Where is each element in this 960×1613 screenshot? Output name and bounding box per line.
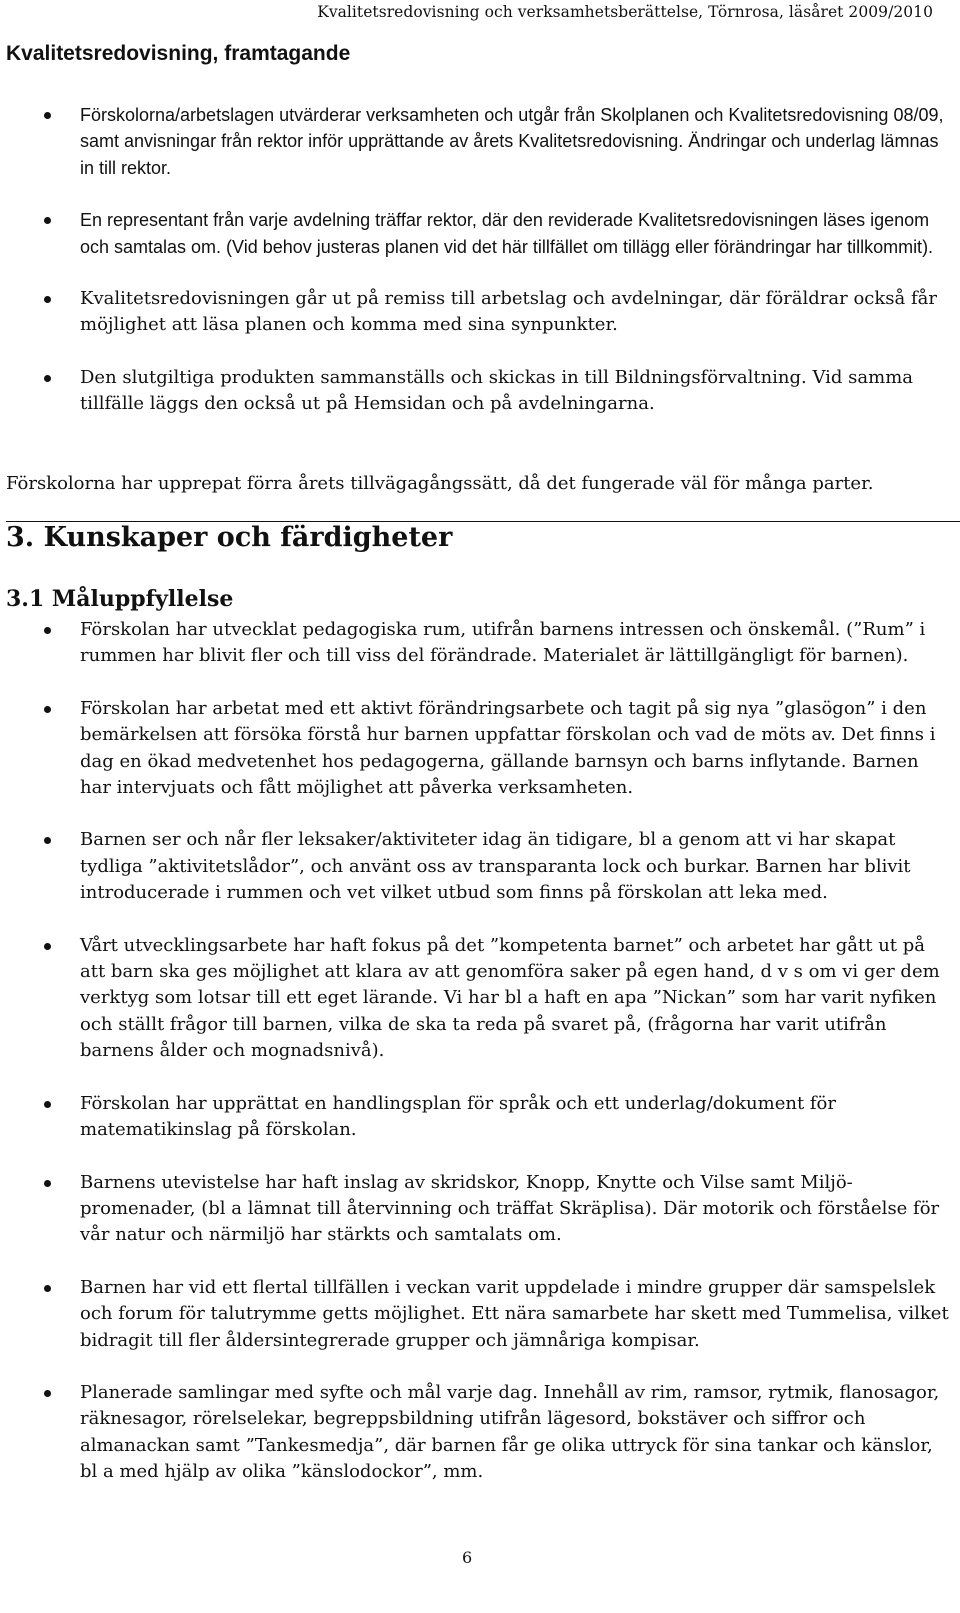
bullet-icon (44, 706, 51, 713)
list-item (0, 1091, 955, 1144)
page-number: 6 (462, 1548, 473, 1567)
list-item-text: Förskolan har utvecklat pedagogiska rum, utifrån barnens intressen och önskemål. (”Rum” i rummen har blivit fler och till viss del förändrade. Materialet är lättillgängligt för barnen). (80, 619, 926, 667)
bullet-icon (44, 296, 51, 303)
bullet-icon (44, 112, 51, 119)
running-header: Kvalitetsredovisning och verksamhetsberättelse, Törnrosa, läsåret 2009/2010 (317, 3, 933, 21)
list-item-text: Förskolorna/arbetslagen utvärderar verksamheten och utgår från Skolplanen och Kvalitetsredovisning 08/09, samt anvisningar från rektor inför upprättande av årets Kvalitetsredovisning. Ändringar och underlag lämnas in till rektor. (80, 105, 944, 178)
list-item (0, 933, 955, 1065)
section-title: Kvalitetsredovisning, framtagande (6, 42, 351, 65)
list-item-text: En representant från varje avdelning träffar rektor, där den reviderade Kvalitetsredovisningen läses igenom och samtalas om. (Vid behov justeras planen vid det här tillfället om tillägg eller förändringar har tillkommit). (80, 210, 934, 257)
bullet-icon (44, 1180, 51, 1187)
list-item (0, 696, 955, 802)
bullet-icon (44, 1285, 51, 1292)
list-item (0, 1275, 955, 1354)
list-item (0, 1380, 955, 1486)
chapter-heading: 3. Kunskaper och färdigheter (6, 522, 453, 553)
list-item-text: Barnens utevistelse har haft inslag av skridskor, Knopp, Knytte och Vilse samt Miljö-promenader, (bl a lämnat till återvinning och träffat Skräplisa). Där motorik och förståelse för vår natur och närmiljö har stärkts och samtalats om. (80, 1171, 940, 1246)
list-item (0, 1170, 955, 1249)
list-item-text: Barnen har vid ett flertal tillfällen i veckan varit uppdelade i mindre grupper där samspelslek och forum för talutrymme getts möjlighet. Ett nära samarbete har skett med Tummelisa, vilket bidragit till fler åldersintegrerade grupper och jämnåriga kompisar. (80, 1276, 949, 1351)
bullet-icon (44, 943, 51, 950)
subsection-heading: 3.1 Måluppfyllelse (6, 586, 234, 612)
list-item (0, 286, 955, 339)
list-item-text: Vårt utvecklingsarbete har haft fokus på det ”kompetenta barnet” och arbetet har gått ut på att barn ska ges möjlighet att klara av att genomföra saker på egen hand, d v s om vi ger dem verktyg som lotsar till ett eget lärande. Vi har bl a haft en apa ”Nickan” som har varit nyfiken och ställt frågor till barnen, vilka de ska ta reda på svaret på, (frågorna har varit utifrån barnens ålder och mognadsnivå). (80, 934, 940, 1062)
bullet-icon (44, 375, 51, 382)
goal-list (0, 617, 955, 1512)
list-item (0, 617, 955, 670)
bullet-icon (44, 217, 51, 224)
bullet-icon (44, 627, 51, 634)
process-list (0, 102, 955, 444)
list-item (0, 365, 955, 418)
list-item-text: Den slutgiltiga produkten sammanställs och skickas in till Bildningsförvaltning. Vid samma tillfälle läggs den också ut på Hemsidan och på avdelningarna. (80, 366, 914, 415)
list-item-text: Kvalitetsredovisningen går ut på remiss till arbetslag och avdelningar, där föräldrar också får möjlighet att läsa planen och komma med sina synpunkter. (80, 288, 937, 336)
bullet-icon (44, 1390, 51, 1397)
list-item-text: Barnen ser och når fler leksaker/aktiviteter idag än tidigare, bl a genom att vi har skapat tydliga ”aktivitetslådor”, och använt oss av transparanta lock och burkar. Barnen har blivit introducerade i rummen och vet vilket utbud som finns på förskolan att leka med. (80, 829, 911, 904)
bullet-icon (44, 837, 51, 844)
summary-paragraph: Förskolorna har upprepat förra årets tillvägagångssätt, då det fungerade väl för många parter. (6, 473, 874, 494)
list-item-text: Planerade samlingar med syfte och mål varje dag. Innehåll av rim, ramsor, rytmik, flanosagor, räknesagor, rörelselekar, begreppsbildning utifrån lägesord, bokstäver och siffror och almanackan samt ”Tankesmedja”, där barnen får ge olika uttryck för sina tankar och känslor, bl a med hjälp av olika ”känslodockor”, mm. (80, 1381, 940, 1483)
list-item (0, 102, 955, 181)
list-item-text: Förskolan har arbetat med ett aktivt förändringsarbete och tagit på sig nya ”glasögon” i den bemärkelsen att försöka förstå hur barnen uppfattar förskolan och vad de möts av. Det finns i dag en ökad medvetenhet hos pedagogerna, gällande barnsyn och barns inflytande. Barnen har intervjuats och fått möjlighet att påverka verksamheten. (80, 697, 936, 799)
bullet-icon (44, 1101, 51, 1108)
list-item-text: Förskolan har upprättat en handlingsplan för språk och ett underlag/dokument för matematikinslag på förskolan. (80, 1092, 836, 1141)
list-item (0, 827, 955, 906)
list-item (0, 207, 955, 260)
